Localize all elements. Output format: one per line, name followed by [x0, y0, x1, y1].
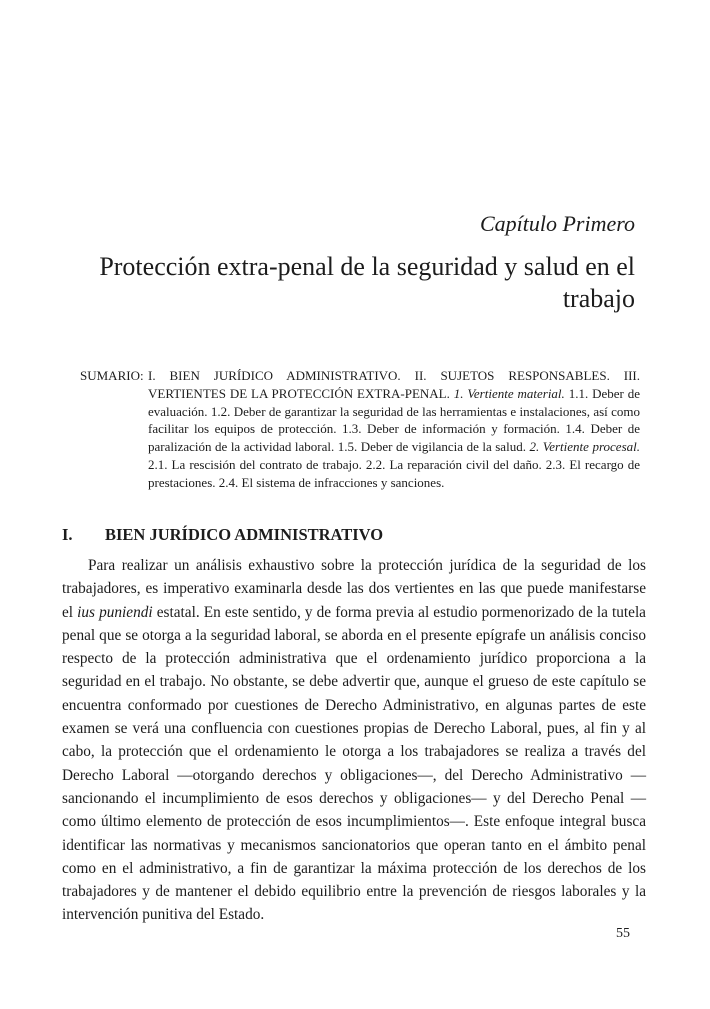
text-segment: 1.1. Deber de evaluación. 1.2. Deber de garantizar la seguridad de las herramientas e instalaciones, así como facilitar los equipos de protección. 1.3. Deber de información y formación. 1.4. Deber de paralización de la actividad laboral. 1.5. Deber de vigilancia de la salud.	[148, 385, 640, 455]
summary-label: SUMARIO:	[80, 368, 144, 383]
section-heading	[62, 525, 646, 545]
italic-segment: ius puniendi	[77, 603, 153, 621]
text-segment: 2.1. La rescisión del contrato de trabajo. 2.2. La reparación civil del daño. 2.3. El recargo de prestaciones. 2.4. El sistema de infracciones y sanciones.	[148, 456, 640, 490]
summary-text	[148, 367, 640, 492]
text-segment: Para realizar un análisis exhaustivo sobre la protección jurídica de la seguridad de los trabajadores, es imperativo examinarla desde las dos vertientes en las que puede manifestarse el	[62, 557, 646, 621]
text-segment: I. BIEN JURÍDICO ADMINISTRATIVO. II. SUJETOS RESPONSABLES. III. VERTIENTES DE LA PROTECCIÓN EXTRA-PENAL.	[148, 368, 640, 401]
chapter-label: Capítulo Primero	[479, 211, 635, 236]
page-number: 55	[616, 926, 630, 941]
italic-segment: 1. Vertiente material.	[453, 385, 565, 401]
italic-segment: 2. Vertiente procesal.	[529, 439, 640, 455]
text-segment: estatal. En este sentido, y de forma previa al estudio pormenorizado de la tutela penal que se otorga a la seguridad laboral, se aborda en el presente epígrafe un análisis conciso respecto de la protección administrativa que el ordenamiento jurídico proporciona a la seguridad en el trabajo. No obstante, se debe advertir que, aunque el grueso de este capítulo se encuentra conformado por cuestiones de Derecho Administrativo, en algunas partes de este examen se verá una confluencia con cuestiones propias de Derecho Laboral, pues, al fin y al cabo, la protección que el ordenamiento le otorga a los trabajadores se realiza a través del Derecho Laboral —otorgando derechos y obligaciones—, del Derecho Administrativo —sancionando el incumplimiento de esos derechos y obligaciones— y del Derecho Penal —como último elemento de protección de esos incumplimientos—. Este enfoque integral busca identificar las normativas y mecanismos sancionatorios que operan tanto en el ámbito penal como en el administrativo, a fin de garantizar la máxima protección de los derechos de los trabajadores y de mantener el debido equilibrio entre la prevención de riesgos laborales y la intervención punitiva del Estado.	[62, 603, 646, 924]
section-title: BIEN JURÍDICO ADMINISTRATIVO	[105, 525, 384, 544]
body-paragraph	[62, 554, 646, 927]
chapter-title: Protección extra-penal de la seguridad y salud en el trabajo	[99, 252, 635, 313]
section-number: I.	[62, 525, 73, 544]
summary-block	[80, 367, 640, 492]
